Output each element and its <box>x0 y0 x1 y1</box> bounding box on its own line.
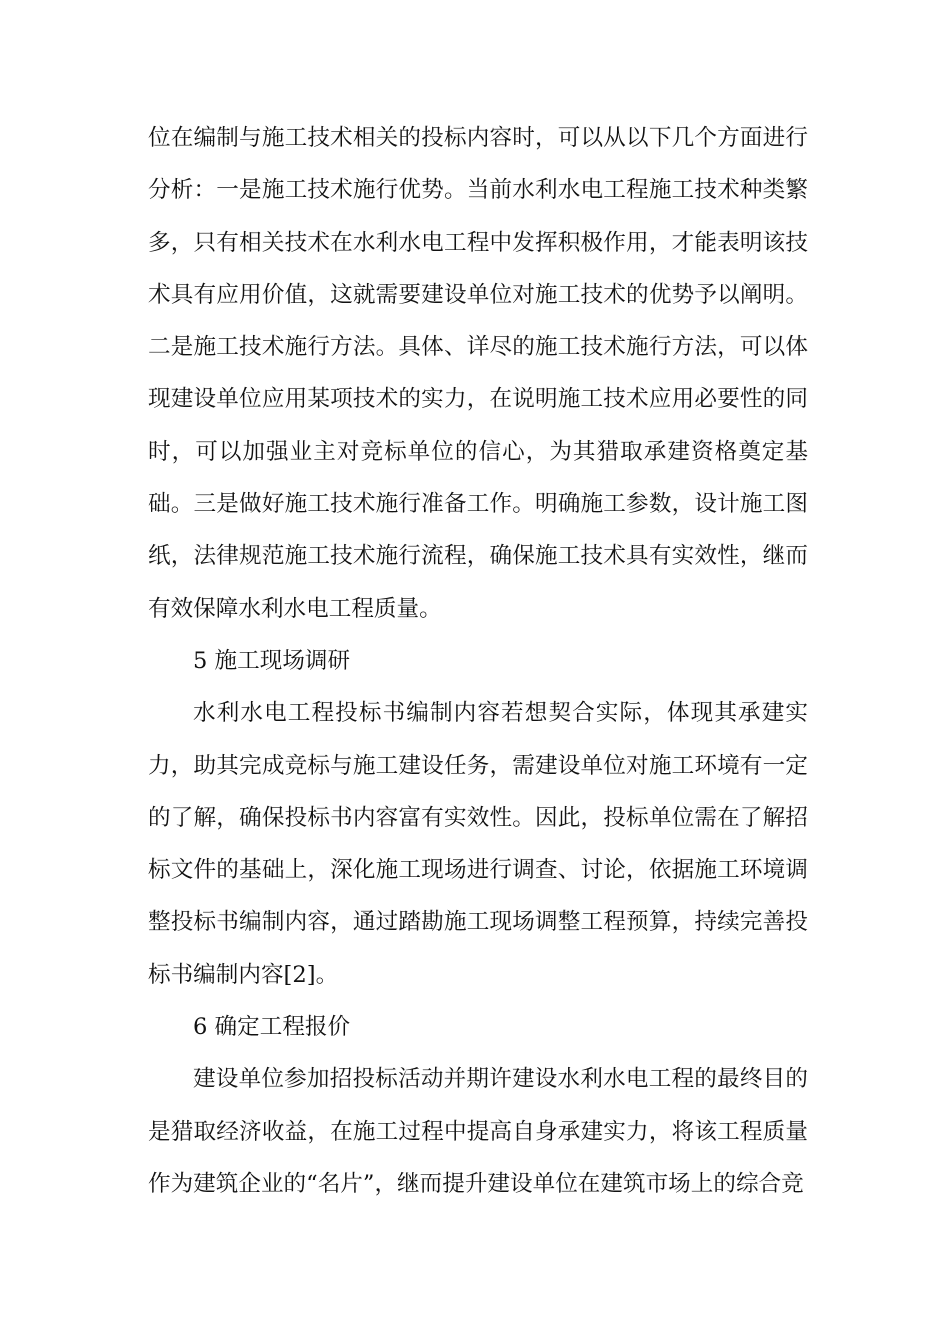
section-heading-6: 6 确定工程报价 <box>193 1014 351 1041</box>
paragraph-pricing: 建设单位参加招投标活动并期许建设水利水电工程的最终目的是猎取经济收益，在施工过程中提高自身承建实力，将该工程质量作为建筑企业的“名片”，继而提升建设单位在建筑市场上的综合竞 <box>148 1066 808 1197</box>
document-body <box>148 112 808 1210</box>
section-heading-5: 5 施工现场调研 <box>193 647 351 674</box>
paragraph-site-survey: 水利水电工程投标书编制内容若想契合实际，体现其承建实力，助其完成竞标与施工建设任务，需建设单位对施工环境有一定的了解，确保投标书内容富有实效性。因此，投标单位需在了解招标文件的基础上，深化施工现场进行调查、讨论，依据施工环境调整投标书编制内容，通过踏勘施工现场调整工程预算，持续完善投标书编制内容[2]。 <box>148 700 808 988</box>
paragraph-continuation: 位在编制与施工技术相关的投标内容时，可以从以下几个方面进行分析：一是施工技术施行优势。当前水利水电工程施工技术种类繁多，只有相关技术在水利水电工程中发挥积极作用，才能表明该技术具有应用价值，这就需要建设单位对施工技术的优势予以阐明。二是施工技术施行方法。具体、详尽的施工技术施行方法，可以体现建设单位应用某项技术的实力，在说明施工技术应用必要性的同时，可以加强业主对竞标单位的信心，为其猎取承建资格奠定基础。三是做好施工技术施行准备工作。明确施工参数，设计施工图纸，法律规范施工技术施行流程，确保施工技术具有实效性，继而有效保障水利水电工程质量。 <box>148 125 808 622</box>
